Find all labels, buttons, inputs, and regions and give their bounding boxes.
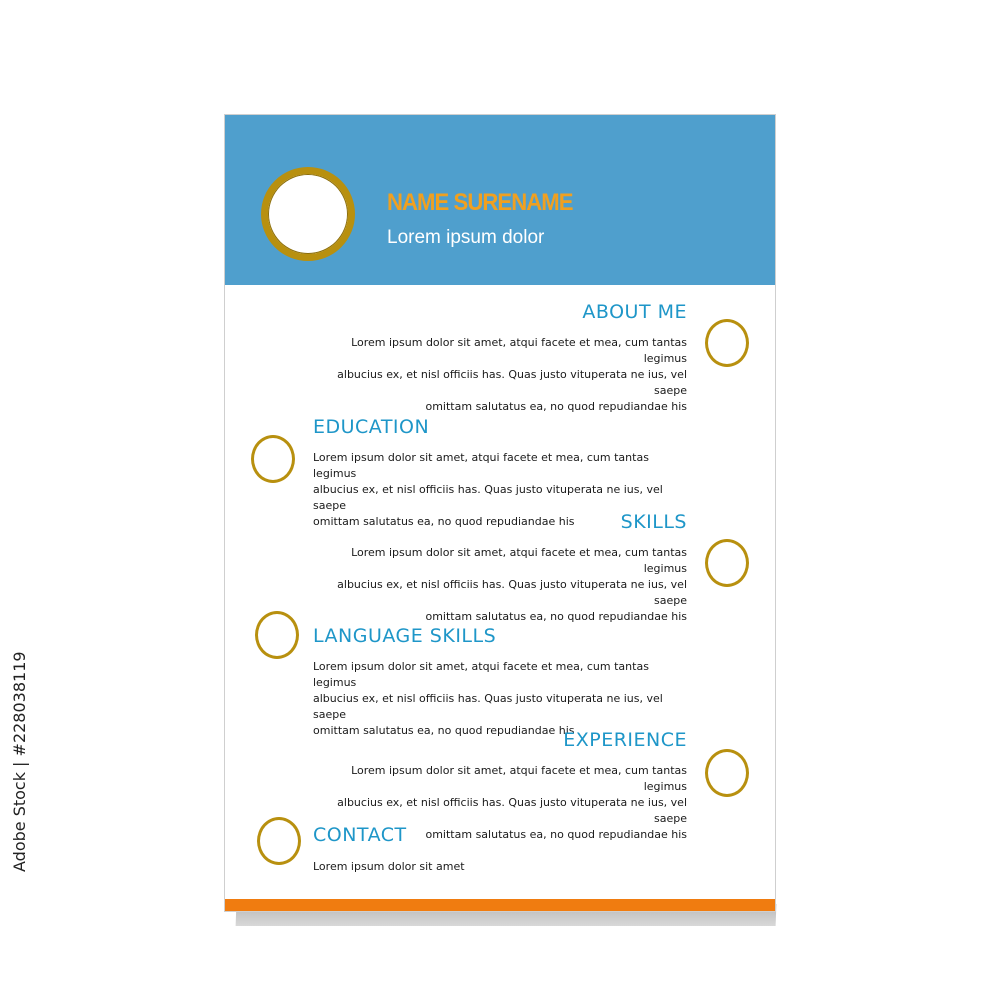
body-line: Lorem ipsum dolor sit amet, atqui facete et mea, cum tantas legimus xyxy=(351,336,687,365)
section-title-education: EDUCATION xyxy=(313,416,430,438)
section-title-about-me: ABOUT ME xyxy=(582,301,687,323)
ring-icon xyxy=(705,749,749,797)
stock-watermark-id: Adobe Stock | #228038119 xyxy=(10,651,29,872)
body-line: omittam salutatus ea, no quod repudiandae his xyxy=(425,610,687,623)
section-body-about-me xyxy=(307,335,687,415)
body-line: Lorem ipsum dolor sit amet, atqui facete et mea, cum tantas legimus xyxy=(351,764,687,793)
section-body-language-skills xyxy=(313,659,693,739)
ring-icon xyxy=(705,539,749,587)
body-line: albucius ex, et nisl officiis has. Quas justo vituperata ne ius, vel saepe xyxy=(313,692,663,721)
section-title-language-skills: LANGUAGE SKILLS xyxy=(313,625,497,647)
body-line: albucius ex, et nisl officiis has. Quas justo vituperata ne ius, vel saepe xyxy=(337,578,687,607)
section-title-contact: CONTACT xyxy=(313,824,407,846)
body-line: albucius ex, et nisl officiis has. Quas justo vituperata ne ius, vel saepe xyxy=(337,796,687,825)
section-body-skills xyxy=(307,545,687,625)
candidate-subtitle: Lorem ipsum dolor xyxy=(387,227,545,248)
body-line: albucius ex, et nisl officiis has. Quas justo vituperata ne ius, vel saepe xyxy=(337,368,687,397)
body-line: albucius ex, et nisl officiis has. Quas justo vituperata ne ius, vel saepe xyxy=(313,483,663,512)
body-line: omittam salutatus ea, no quod repudiandae his xyxy=(425,400,687,413)
body-line: omittam salutatus ea, no quod repudiandae his xyxy=(425,828,687,841)
section-title-experience: EXPERIENCE xyxy=(563,729,687,751)
resume-sheet xyxy=(224,114,776,912)
section-title-skills: SKILLS xyxy=(620,511,687,533)
ring-icon xyxy=(257,817,301,865)
body-line: Lorem ipsum dolor sit amet xyxy=(313,860,465,873)
ring-icon xyxy=(255,611,299,659)
body-line: Lorem ipsum dolor sit amet, atqui facete et mea, cum tantas legimus xyxy=(313,451,649,480)
body-line: omittam salutatus ea, no quod repudiandae his xyxy=(313,515,575,528)
body-line: Lorem ipsum dolor sit amet, atqui facete et mea, cum tantas legimus xyxy=(351,546,687,575)
footer-accent-bar xyxy=(225,899,775,911)
ring-icon xyxy=(251,435,295,483)
resume-header xyxy=(225,115,775,285)
profile-photo-placeholder xyxy=(261,167,355,261)
body-line: omittam salutatus ea, no quod repudiandae his xyxy=(313,724,575,737)
body-line: Lorem ipsum dolor sit amet, atqui facete et mea, cum tantas legimus xyxy=(313,660,649,689)
candidate-name: NAME SURENAME xyxy=(387,189,573,216)
section-body-contact xyxy=(313,859,693,875)
ring-icon xyxy=(705,319,749,367)
